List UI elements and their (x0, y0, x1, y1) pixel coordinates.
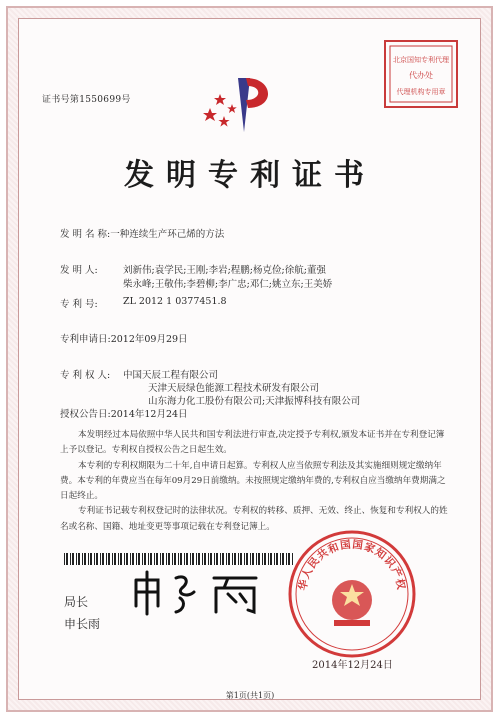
patentees-line-3: 山东海力化工股份有限公司;天津振博科技有限公司 (148, 396, 361, 407)
body-paragraph-2: 本专利的专利权期限为二十年,自申请日起算。专利权人应当依照专利法及其实施细则规定缴纳年费。本专利的年费应当在每年09月29日前缴纳。未按照规定缴纳年费的,专利权自应当缴纳年费期满之日起终止。 (60, 460, 446, 502)
announce-date-value: 2014年12月24日 (110, 409, 188, 420)
invention-name-row (60, 226, 224, 240)
agency-stamp-line-3: 代理机构专用章 (396, 88, 446, 96)
agency-stamp-line-2: 代办处 (409, 71, 433, 80)
sipo-emblem-icon (194, 72, 294, 142)
agency-stamp (382, 38, 460, 114)
inventors-line-2: 柴永峰;王敬伟;李碧柳;李广忠;邓仁;姚立东;王美娇 (123, 279, 333, 290)
director-signature (128, 568, 268, 622)
body-paragraph-3: 专利证书记载专利权登记时的法律状况。专利权的转移、质押、无效、终止、恢复和专利权人的姓名或名称、国籍、地址变更等事项记载在专利登记簿上。 (60, 506, 448, 532)
certificate-number: 证书号第1550699号 (42, 95, 131, 105)
patentees-line-1: 中国天辰工程有限公司 (123, 370, 219, 381)
filing-date-row (60, 331, 188, 345)
inventor-label: 发 明 人: (60, 265, 98, 276)
director-role: 局长 (64, 595, 89, 609)
agency-stamp-line-1: 北京国知专利代理 (393, 56, 449, 64)
seal-text: 华人民共和国国家知识产权 (296, 538, 408, 592)
certificate-title: 发明专利证书 (124, 158, 376, 193)
announce-date-row (60, 406, 188, 420)
invention-name-value: 一种连续生产环己烯的方法 (110, 229, 225, 240)
patentees-line-2: 天津天辰绿色能源工程技术研发有限公司 (148, 383, 320, 394)
body-paragraph-1: 本发明经过本局依照中华人民共和国专利法进行审查,决定授予专利权,颁发本证书并在专利登记簿上予以登记。专利权自授权公告之日起生效。 (60, 430, 445, 456)
filing-date-label: 专利申请日: (60, 334, 111, 345)
page-number: 第1页(共1页) (225, 691, 275, 700)
director-name: 申长雨 (64, 617, 101, 631)
filing-date-value: 2012年09月29日 (110, 334, 188, 345)
certificate-body (60, 428, 452, 535)
patent-number-label: 专 利 号: (60, 299, 98, 310)
inventors-line-1: 刘新伟;袁学民;王刚;李岩;程鹏;杨克俭;徐航;董强 (123, 265, 326, 276)
patent-number-value: ZL 2012 1 0377451.8 (123, 296, 227, 307)
patentee-label: 专 利 权 人: (60, 370, 111, 381)
announce-date-label: 授权公告日: (60, 409, 111, 420)
official-seal (286, 528, 418, 664)
invention-name-label: 发 明 名 称: (60, 229, 111, 240)
barcode (64, 553, 294, 565)
grant-date: 2014年12月24日 (312, 660, 393, 671)
